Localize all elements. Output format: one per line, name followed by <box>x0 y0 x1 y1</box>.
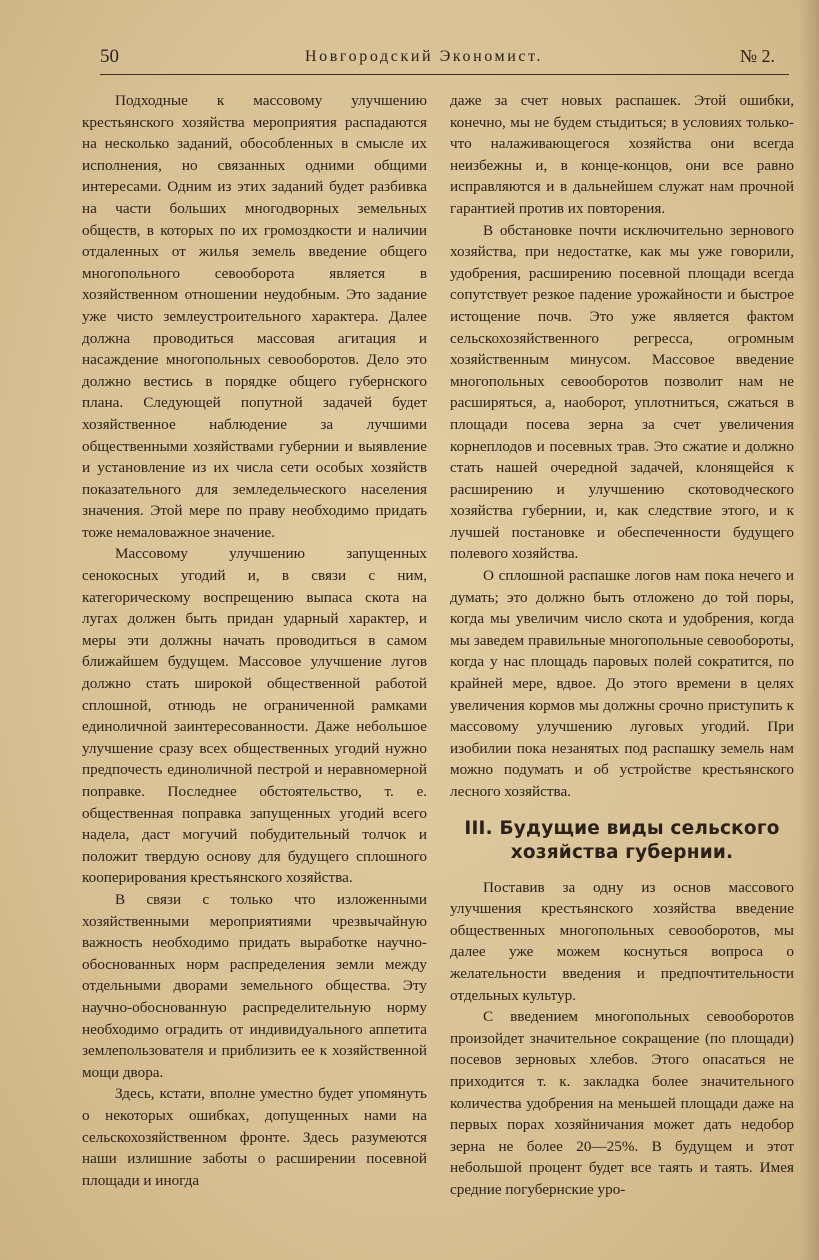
paragraph: Подходные к массовому улучшению крестьянского хозяйства мероприятия распадаются на несколько заданий, обособленных в смысле их исполнения, но связанных одними общими интересами. Одним из этих заданий будет разбивка на части больших многодворных земельных обществ, в которых по их громоздкости и наличии отдаленных от жилья земель введение общего многопольного севооборота является в хозяйственном отношении неудобным. Это задание уже чисто землеустроительного характера. Далее должна проводиться массовая агитация и насаждение многопольных севооборотов. Дело это должно вестись в порядке общего губернского плана. Следующей попутной задачей будет хозяйственное наблюдение за лучшими общественными хозяйствами губернии и выявление и установление из их числа сети особых хозяйств показательного для земледельческого населения значения. Этой мере по праву необходимо придать тоже немаловажное значение. <box>82 92 427 541</box>
paragraph: С введением многопольных севооборотов произойдет значительное сокращение (по площади) посевов зерновых хлебов. Этого опасаться не приходится т. к. закладка более значительного количества удобрения на меньшей площади даже на первых порах хозяйничания может дать недобор зерна не более 20—25%. В будущем и этот небольшой процент будет все таять и таять. Имея средние погубернские уро- <box>450 1008 794 1198</box>
paragraph: В обстановке почти исключительно зернового хозяйства, при недостатке, как мы уже говорили, удобрения, расширению посевной площади всегда сопутствует резкое падение урожайности и быстрое истощение почв. Это уже является фактом сельскохозяйственного регресса, огромным хозяйственным минусом. Массовое введение многопольных севооборотов позволит нам не расширяться, а, наоборот, уплотниться, сжаться в площади посева зерна за счет увеличения корнеплодов и посевных трав. Это сжатие и должно стать нашей очередной задачей, клонящейся к расширению и улучшению скотоводческого хозяйства губернии, и, как следствие этого, и к лучшей постановке и обеспеченности будущего полевого хозяйства. <box>450 221 794 563</box>
running-header <box>100 44 789 75</box>
paragraph: О сплошной распашке логов нам пока нечего и думать; это должно быть отложено до той поры, когда мы увеличим число скота и удобрения, когда мы заведем правильные многопольные севообороты, когда у нас площадь паровых полей сократится, по крайней мере, вдвое. До этого времени в целях увеличения кормов мы должны срочно приступить к массовому улучшению луговых угодий. При изобилии пока незанятых под распашку земель нам можно подумать и об устройстве крестьянского лесного хозяйства. <box>450 567 794 800</box>
page-number: 50 <box>100 46 119 67</box>
journal-title: Новгородский Экономист. <box>305 48 544 65</box>
paragraph: Здесь, кстати, вполне уместно будет упомянуть о некоторых ошибках, допущенных нами на сельскохозяйственном фронте. Здесь разумеются наши излишние заботы о расширении посевной площади и иногда <box>82 1085 427 1189</box>
section-heading: III. Будущие виды сельского хозяйства губернии. <box>464 817 780 863</box>
paragraph: В связи с только что изложенными хозяйственными мероприятиями чрезвычайную важность необходимо придать выработке научно-обоснованных норм распределения земли между отдельными дворами земельного общества. Эту научно-обоснованную распределительную норму необходимо оградить от индивидуального аппетита землепользователя и приблизить ее к хозяйственной мощи двора. <box>82 890 427 1081</box>
right-column <box>450 90 794 1201</box>
page-edge-shadow <box>799 0 819 1260</box>
paragraph: Массовому улучшению запущенных сенокосных угодий и, в связи с ним, категорическому воспрещению выпаса скота на лугах должен быть придан ударный характер, и меры эти должны начать проводиться в самом ближайшем будущем. Массовое улучшение лугов должно стать широкой общественной работой сплошной, отнюдь не ограниченной рамками единоличной заинтересованности. Даже небольшое улучшение сразу всех общественных угодий нужно предпочесть единоличной пестрой и неравномерной поправке. Последнее обстоятельство, т. е. общественная поправка запущенных угодий всего надела, даст могучий побудительный толчок и положит твердую основу для будущего сплошного кооперирования крестьянского хозяйства. <box>82 545 427 887</box>
paragraph: Поставив за одну из основ массового улучшения крестьянского хозяйства введение общественных многопольных севооборотов, мы далее уже можем коснуться вопроса о желательности введения и предпочтительности отдельных культур. <box>450 878 794 1004</box>
issue-number: № 2. <box>739 46 775 66</box>
left-column <box>82 90 427 1191</box>
paragraph: даже за счет новых распашек. Этой ошибки, конечно, мы не будем стыдиться; в условиях только-что налаживающегося хозяйства они всегда неизбежны и, в конце-концов, они все равно исправляются и в дальнейшем служат нам прочной гарантией против их повторения. <box>450 92 794 217</box>
